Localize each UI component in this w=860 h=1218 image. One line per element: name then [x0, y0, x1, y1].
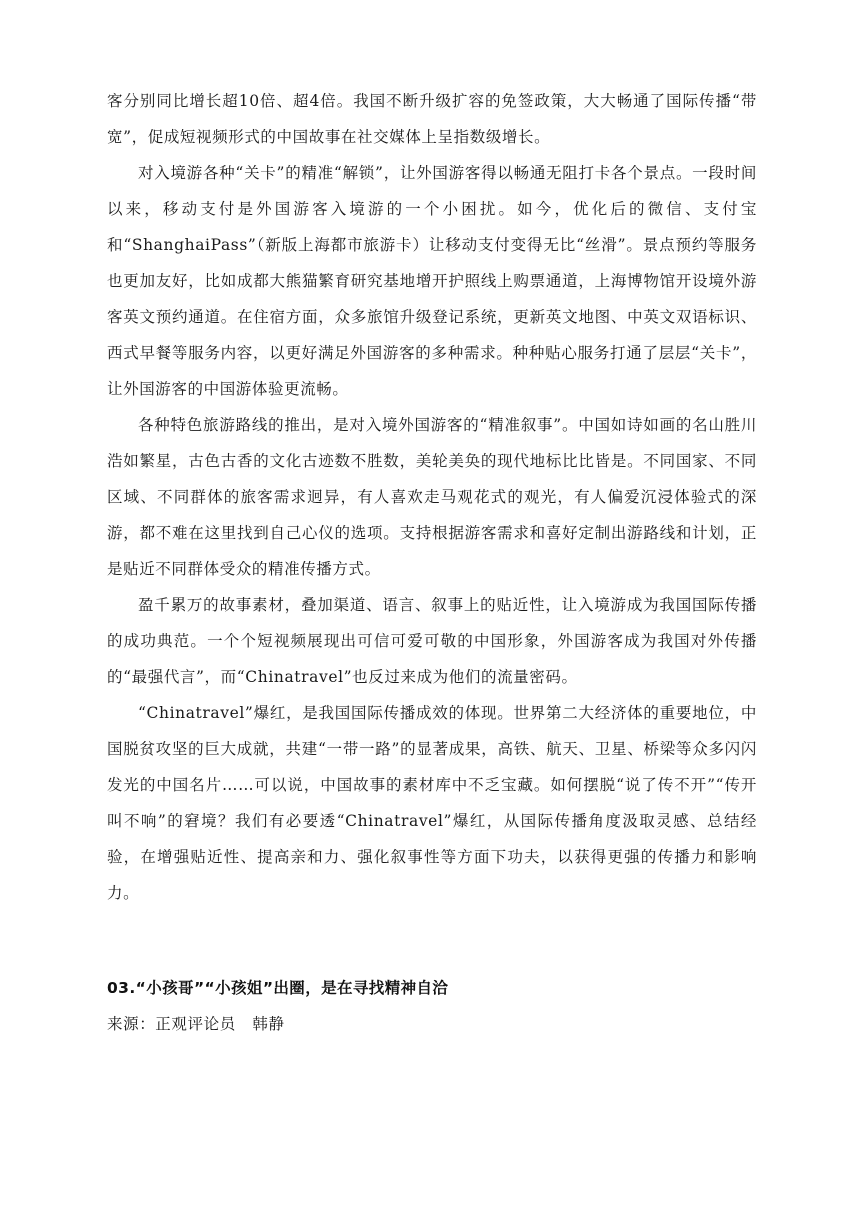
- paragraph-payment-services: 对入境游各种“关卡”的精准“解锁”，让外国游客得以畅通无阻打卡各个景点。一段时间以来，移动支付是外国游客入境游的一个小困扰。如今，优化后的微信、支付宝和“ShanghaiPass”（新版上海都市旅游卡）让移动支付变得无比“丝滑”。景点预约等服务也更加友好，比如成都大熊猫繁育研究基地增开护照线上购票通道，上海博物馆开设境外游客英文预约通道。在住宿方面，众多旅馆升级登记系统，更新英文地图、中英文双语标识、西式早餐等服务内容，以更好满足外国游客的多种需求。种种贴心服务打通了层层“关卡”，让外国游客的中国游体验更流畅。: [107, 164, 757, 398]
- article-body: [107, 83, 757, 911]
- paragraph-story-materials: 盈千累万的故事素材，叠加渠道、语言、叙事上的贴近性，让入境游成为我国国际传播的成功典范。一个个短视频展现出可信可爱可敬的中国形象，外国游客成为我国对外传播的“最强代言”，而“Chinatravel”也反过来成为他们的流量密码。: [107, 596, 757, 686]
- source-attribution: 来源：正观评论员 韩静: [107, 1015, 285, 1033]
- section-heading: 03.“小孩哥”“小孩姐”出圈，是在寻找精神自洽: [107, 979, 449, 997]
- paragraph-chinatravel: “Chinatravel”爆红，是我国国际传播成效的体现。世界第二大经济体的重要地位，中国脱贫攻坚的巨大成就，共建“一带一路”的显著成果，高铁、航天、卫星、桥梁等众多闪闪发光的中国名片……可以说，中国故事的素材库中不乏宝藏。如何摆脱“说了传不开”“传开叫不响”的窘境？我们有必要透“Chinatravel”爆红，从国际传播角度汲取灵感、总结经验，在增强贴近性、提高亲和力、强化叙事性等方面下功夫，以获得更强的传播力和影响力。: [107, 704, 757, 902]
- paragraph-continued: 客分别同比增长超10倍、超4倍。我国不断升级扩容的免签政策，大大畅通了国际传播“带宽”，促成短视频形式的中国故事在社交媒体上呈指数级增长。: [107, 92, 757, 146]
- paragraph-travel-routes: 各种特色旅游路线的推出，是对入境外国游客的“精准叙事”。中国如诗如画的名山胜川浩如繁星，古色古香的文化古迹数不胜数，美轮美奂的现代地标比比皆是。不同国家、不同区域、不同群体的旅客需求迥异，有人喜欢走马观花式的观光，有人偏爱沉浸体验式的深游，都不难在这里找到自己心仪的选项。支持根据游客需求和喜好定制出游路线和计划，正是贴近不同群体受众的精准传播方式。: [107, 416, 757, 578]
